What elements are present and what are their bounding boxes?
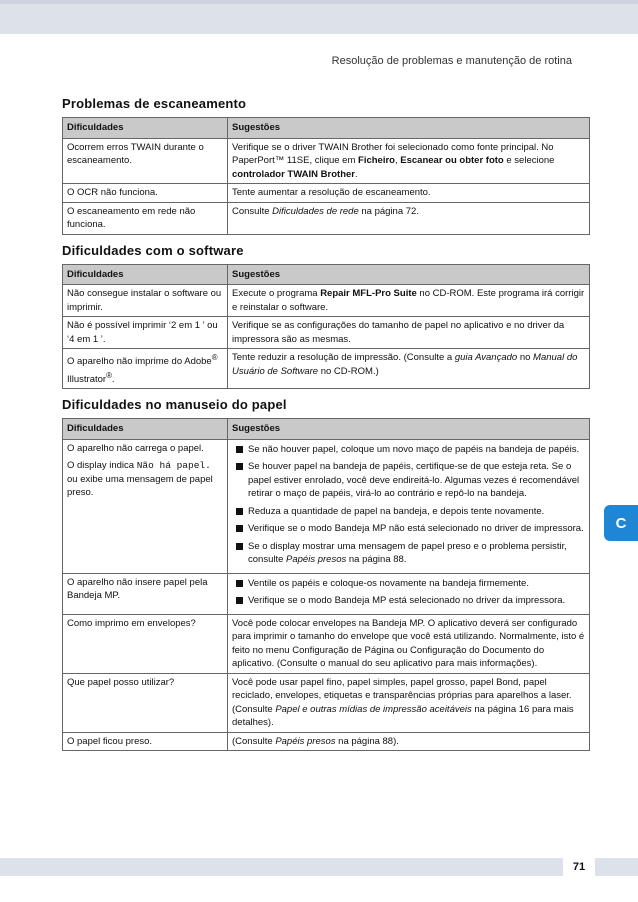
list-item: Se não houver papel, coloque um novo maço de papéis na bandeja de papéis.	[232, 443, 585, 457]
table-header-row	[63, 118, 590, 139]
problem-cell: Como imprimo em envelopes?	[63, 614, 228, 673]
text-run: Se o display mostrar uma mensagem de papel preso e o problema persistir, consulte	[248, 540, 567, 566]
registered-mark: ®	[211, 353, 218, 362]
table-row	[63, 614, 590, 673]
text-run: Consulte	[232, 205, 273, 217]
section-title-scan: Problemas de escaneamento	[62, 96, 247, 111]
problem-cell: Não é possível imprimir ‘2 em 1 ’ ou ‘4 em 1 ’.	[63, 317, 228, 349]
text-run: ou exibe uma mensagem de papel preso.	[67, 473, 213, 499]
table-row	[63, 573, 590, 614]
page-content	[62, 96, 590, 759]
text-run: na página 88).	[335, 735, 399, 747]
problem-cell: O OCR não funciona.	[63, 184, 228, 203]
suggestion-cell	[228, 573, 590, 614]
cross-reference: guia Avançado	[454, 352, 518, 363]
text-run: (Consulte	[232, 735, 276, 747]
text-run: ,	[394, 155, 401, 166]
bold-term: Escanear ou obter foto	[400, 155, 504, 166]
suggestion-cell: Tente aumentar a resolução de escaneamento.	[228, 184, 590, 203]
text-run: .	[354, 168, 358, 180]
table-row	[63, 138, 590, 184]
text-run: na página 72.	[358, 205, 419, 217]
column-header-difficulties: Dificuldades	[63, 419, 228, 440]
column-header-difficulties: Dificuldades	[63, 264, 228, 285]
text-run: O display indica	[67, 460, 137, 472]
list-item: Verifique se o modo Bandeja MP não está selecionado no driver de impressora.	[232, 522, 585, 536]
cross-reference: Papel e outras mídias de impressão aceitáveis	[275, 703, 472, 715]
suggestion-cell: Verifique se as configurações do tamanho de papel no aplicativo e no driver da impressora são as mesmas.	[228, 317, 590, 349]
suggestion-cell	[228, 349, 590, 389]
text-run: Tente reduzir a resolução de impressão. (Consulte a	[232, 352, 455, 363]
problem-cell	[63, 349, 228, 389]
cross-reference: Dificuldades de rede	[272, 205, 359, 217]
table-header-row	[63, 419, 590, 440]
list-item	[232, 540, 585, 567]
software-table	[62, 264, 590, 390]
text-run: Verifique se o driver TWAIN Brother foi selecionado como fonte principal. No PaperPort™ 11SE, clique em	[232, 141, 554, 166]
section-title-paper: Dificuldades no manuseio do papel	[62, 397, 287, 413]
list-item: Verifique se o modo Bandeja MP está selecionado no driver da impressora.	[232, 594, 585, 608]
text-run: Você pode usar papel fino, papel simples, papel grosso, papel Bond, papel reciclado, envelopes, etiquetas e transparências próprias para aparelhos a laser. (Consulte	[232, 676, 572, 715]
text-run: no CD-ROM. Este programa irá corrigir e reinstalar o software.	[232, 288, 585, 313]
text-run: no	[517, 352, 534, 363]
cross-reference: Manual do Usuário de Software	[232, 352, 578, 377]
problem-cell: O aparelho não insere papel pela Bandeja MP.	[63, 573, 228, 614]
text-run: .	[111, 373, 115, 385]
problem-text	[67, 459, 223, 500]
bullet-list	[232, 577, 585, 608]
cross-reference: Papéis presos	[286, 554, 347, 566]
chapter-tab: C	[604, 505, 638, 541]
display-message: Não há papel.	[136, 460, 211, 472]
registered-mark: ®	[106, 370, 112, 380]
suggestion-cell: Você pode colocar envelopes na Bandeja MP. O aplicativo deverá ser configurado para imprimir o tamanho do envelope que você está utilizando. Normalmente, isto é feito no menu Configuração de Página ou Configuração do Documento do aplicativo. (Consulte o manual do seu aplicativo para mais informações).	[228, 614, 590, 673]
top-banner-accent	[0, 0, 638, 4]
table-row	[63, 439, 590, 573]
text-run: na página 88.	[346, 554, 407, 566]
suggestion-cell	[228, 138, 590, 184]
problem-cell: Não consegue instalar o software ou imprimir.	[63, 285, 228, 317]
table-row	[63, 673, 590, 732]
table-row	[63, 317, 590, 349]
problem-text: O aparelho não carrega o papel.	[67, 442, 204, 454]
table-header-row	[63, 264, 590, 285]
bold-term: controlador TWAIN Brother	[232, 168, 355, 180]
problem-cell: O papel ficou preso.	[63, 732, 228, 751]
table-row	[63, 285, 590, 317]
text-run: O aparelho não imprime do Adobe	[67, 356, 212, 368]
problem-cell: O escaneamento em rede não funciona.	[63, 202, 228, 234]
bullet-list	[232, 443, 585, 567]
top-banner	[0, 0, 638, 34]
text-run: Illustrator	[67, 373, 107, 385]
suggestion-cell	[228, 732, 590, 751]
bold-term: Repair MFL-Pro Suite	[320, 288, 417, 299]
section-title-software: Dificuldades com o software	[62, 242, 244, 258]
list-item: Ventile os papéis e coloque-os novamente na bandeja firmemente.	[232, 577, 585, 591]
text-run: na página 16 para mais detalhes).	[232, 703, 574, 729]
table-row	[63, 202, 590, 234]
table-row	[63, 184, 590, 203]
column-header-suggestions: Sugestões	[228, 264, 590, 285]
suggestion-cell	[228, 439, 590, 573]
column-header-difficulties: Dificuldades	[63, 118, 228, 139]
text-run: no CD-ROM.)	[318, 365, 379, 377]
suggestion-cell	[228, 202, 590, 234]
problem-cell: Ocorrem erros TWAIN durante o escaneamento.	[63, 138, 228, 184]
text-run: Execute o programa	[232, 288, 321, 299]
cross-reference: Papéis presos	[275, 735, 336, 747]
column-header-suggestions: Sugestões	[228, 419, 590, 440]
problem-cell	[63, 439, 228, 573]
column-header-suggestions: Sugestões	[228, 118, 590, 139]
bold-term: Ficheiro	[358, 155, 395, 166]
paper-table	[62, 418, 590, 751]
list-item: Reduza a quantidade de papel na bandeja, e depois tente novamente.	[232, 505, 585, 519]
table-row	[63, 732, 590, 751]
page-number: 71	[563, 856, 595, 878]
bottom-banner	[0, 858, 638, 876]
text-run: e selecione	[503, 155, 555, 166]
scan-table	[62, 117, 590, 235]
table-row	[63, 349, 590, 389]
list-item: Se houver papel na bandeja de papéis, certifique-se de que esteja reta. Se o papel estiver enrolado, você deve endireitá-lo. Algumas vezes é recomendável retirar o maço de papéis, virá-lo ao contrário e repô-lo na bandeja.	[232, 460, 585, 501]
suggestion-cell	[228, 285, 590, 317]
suggestion-cell	[228, 673, 590, 732]
running-header: Resolução de problemas e manutenção de rotina	[331, 55, 572, 67]
problem-cell: Que papel posso utilizar?	[63, 673, 228, 732]
